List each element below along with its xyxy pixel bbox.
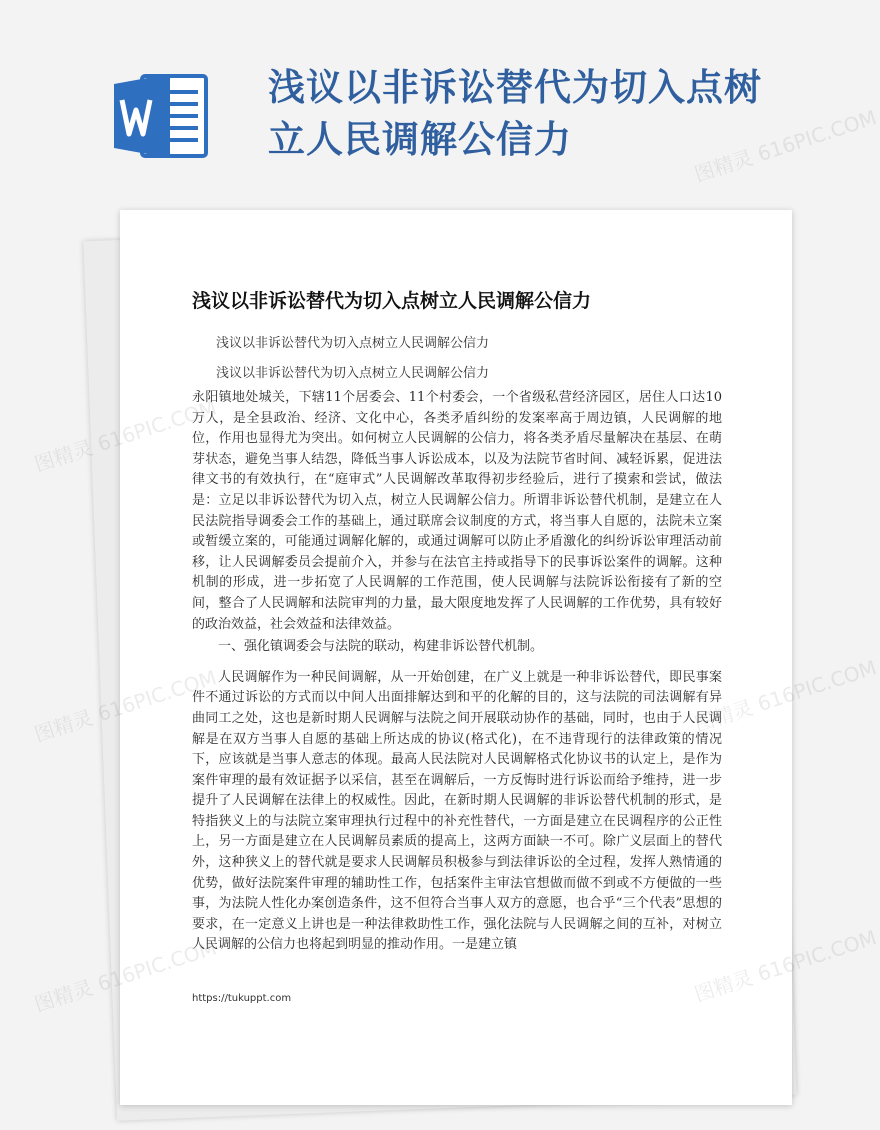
watermark: 图精灵 bbox=[31, 705, 96, 747]
document-body bbox=[192, 388, 722, 956]
document-subtitle-2: 浅议以非诉讼替代为切入点树立人民调解公信力 bbox=[216, 366, 490, 381]
paragraph-2: 人民调解作为一种民间调解，从一开始创建，在广义上就是一种非诉讼替代，即民事案件不通过诉讼的方式而以中间人出面排解达到和平的化解的目的，这与法院的司法调解有异曲同工之处，这也是新时期人民调解与法院之间开展联动协作的基础，同时，也由于人民调解是在双方当事人自愿的基础上所达成的协议(格式化)，在不违背现行的法律政策的情况下，应该就是当事人意志的体现。最高人民法院对人民调解格式化协议书的认定上，是作为案件审理的最有效证据予以采信，甚至在调解后，一方反悔时进行诉讼而给予维持，进一步提升了人民调解在法律上的权威性。因此，在新时期人民调解的非诉讼替代机制的形式，是特指狭义上的与法院立案审理执行过程中的补充性替代，一方面是建立在民调程序的公正性上，另一方面是建立在人民调解员素质的提高上，这两方面缺一不可。除广义层面上的替代外，这种狭义上的替代就是要求人民调解员积极参与到法律诉讼的全过程，发挥人熟情通的优势，做好法院案件审理的辅助性工作，包括案件主审法官想做而做不到或不方便做的一些事，为法院人性化办案创造条件，这不但符合当事人双方的意愿，也合乎“三个代表”思想的要求，在一定意义上讲也是一种法律救助性工作，强化法院与人民调解之间的互补，对树立人民调解的公信力也将起到明显的推动作用。一是建立镇 bbox=[192, 669, 722, 953]
watermark: 616PIC.COM bbox=[754, 655, 880, 717]
paragraph-1: 永阳镇地处城关，下辖11个居委会、11个村委会，一个省级私营经济园区，居住人口达10万人，是全县政治、经济、文化中心，各类矛盾纠纷的发案率高于周边镇，人民调解的地位，作用也显得尤为突出。如何树立人民调解的公信力，将各类矛盾尽量解决在基层、在萌芽状态，避免当事人结怨，降低当事人诉讼成本，以及为法院节省时间、减轻诉累，促进法律文书的有效执行，在“庭审式”人民调解改革取得初步经验后，进行了摸索和尝试，做法是：立足以非诉讼替代为切入点，树立人民调解公信力。所谓非诉讼替代机制，是建立在人民法院指导调委会工作的基础上，通过联席会议制度的方式，将当事人自愿的，法院未立案或暂缓立案的，可能通过调解化解的，或通过调解可以防止矛盾激化的纠纷诉讼审理活动前移，让人民调解委员会提前介入，并参与在法官主持或指导下的民事诉讼案件的调解。这种机制的形成，进一步拓宽了人民调解的工作范围，使人民调解与法院诉讼衔接有了新的空间，整合了人民调解和法院审判的力量，最大限度地发挥了人民调解的工作优势，具有较好的政治效益，社会效益和法律效益。 bbox=[192, 390, 722, 632]
document-page bbox=[120, 210, 792, 1105]
page-header bbox=[0, 0, 800, 210]
section-heading-1: 一、强化镇调委会与法院的联动，构建非诉讼替代机制。 bbox=[218, 639, 544, 655]
document-subtitle-1: 浅议以非诉讼替代为切入点树立人民调解公信力 bbox=[216, 336, 490, 351]
page-title: 浅议以非诉讼替代为切入点树立人民调解公信力 bbox=[268, 66, 762, 161]
footer-url: https://tukuppt.com bbox=[192, 993, 292, 1004]
watermark: 616PIC.COM bbox=[754, 925, 880, 987]
document-title: 浅议以非诉讼替代为切入点树立人民调解公信力 bbox=[192, 290, 592, 312]
watermark: 图精灵 616PIC.COM bbox=[691, 105, 880, 187]
word-document-icon bbox=[112, 70, 212, 162]
watermark: 图精灵 bbox=[31, 435, 96, 477]
watermark: 图精灵 bbox=[31, 975, 96, 1017]
